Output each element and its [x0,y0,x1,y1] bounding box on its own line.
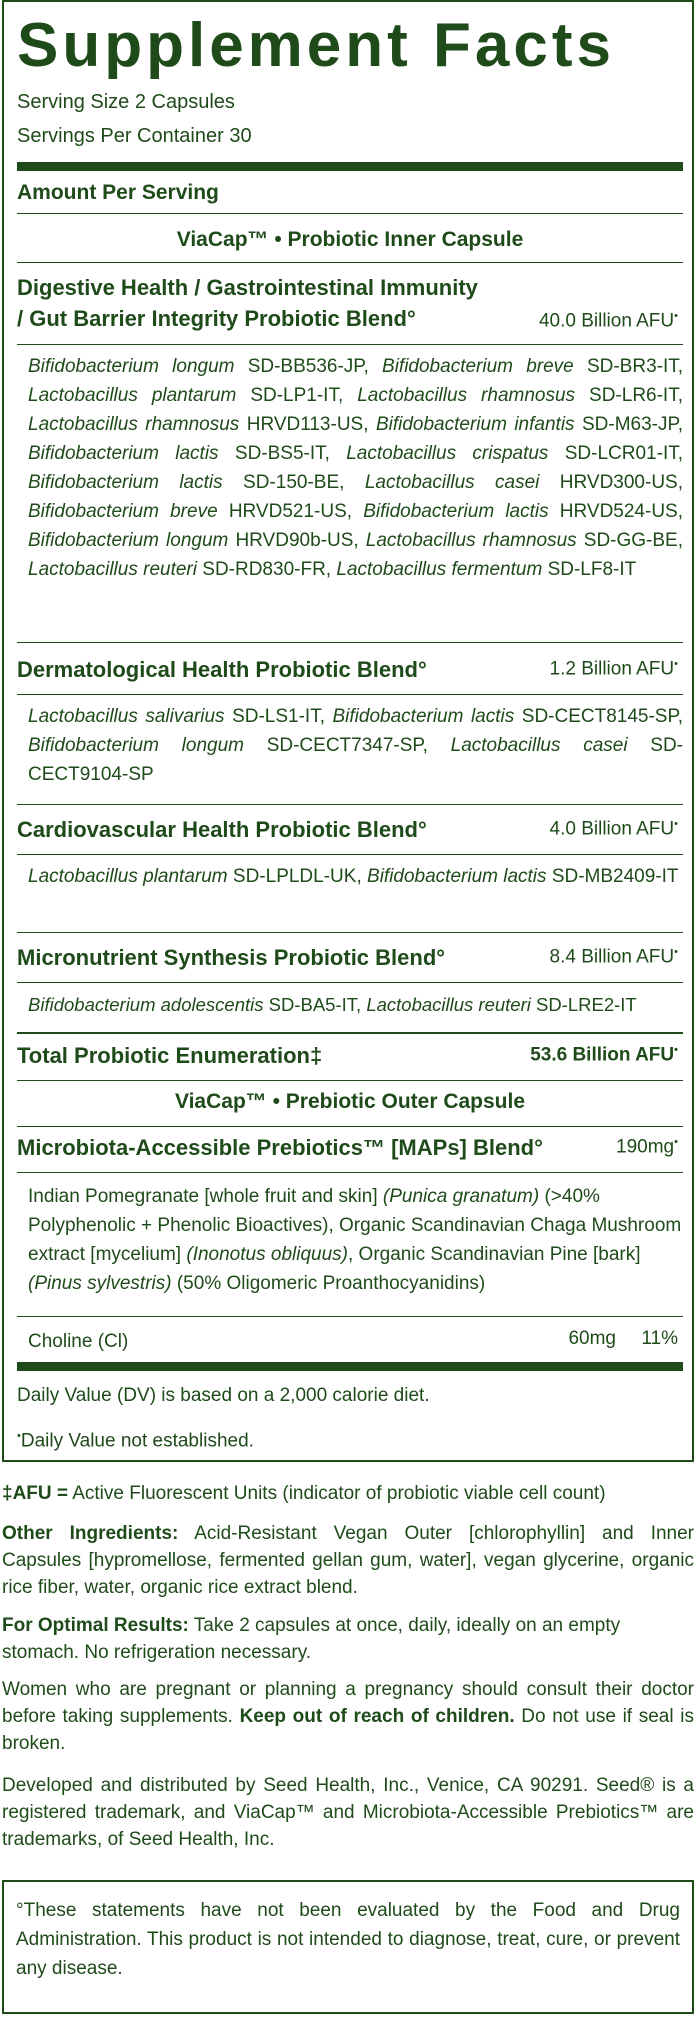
blend-amount: 40.0 Billion AFU• [538,310,678,332]
warning: Women who are pregnant or planning a pregnancy should consult their doctor before taking supplements. Keep out of reach of children. Do not use if seal is broken. [2,1679,694,1754]
strain: Lactobacillus rhamnosus SD-LR6-IT [357,385,678,406]
blend-name: Cardiovascular Health Probiotic Blend° [17,817,427,842]
servings-per-container: Servings Per Container 30 [17,125,252,147]
supplement-facts-panel [2,0,694,1462]
optimal-results: For Optimal Results: Take 2 capsules at once, daily, ideally on an empty stomach. No refrigeration necessary. [2,1615,621,1663]
strain: Lactobacillus salivarius SD-LS1-IT [28,706,320,727]
rule [17,1316,683,1317]
other-ingredients: Other Ingredients: Acid-Resistant Vegan Outer [chlorophyllin] and Inner Capsules [hypromellose, fermented gellan gum, water], vegan glycerine, organic rice fiber, water, organic rice extract blend. [2,1523,694,1598]
rule [17,982,683,983]
prebiotic-amount: 190mg• [616,1136,678,1158]
afu-definition: ‡AFU = Active Fluorescent Units (indicator of probiotic viable cell count) [2,1483,606,1504]
strain: Lactobacillus casei SD-CECT9104-SP [28,735,684,785]
choline-amount: 60mg [568,1328,616,1349]
rule [17,1172,683,1173]
amount-per-serving: Amount Per Serving [17,181,219,204]
rule [17,1032,683,1034]
strain: Bifidobacterium breve HRVD521-US [28,501,347,522]
strain: Bifidobacterium lactis SD-CECT8145-SP [332,706,678,727]
thick-rule [17,162,683,171]
strain: Bifidobacterium lactis SD-BS5-IT [28,443,325,464]
blend-name: Micronutrient Synthesis Probiotic Blend° [17,945,446,970]
strain: Lactobacillus crispatus SD-LCR01-IT [346,443,678,464]
rule [17,213,683,214]
strain: Bifidobacterium adolescentis SD-BA5-IT [28,994,357,1015]
strain-list: Lactobacillus plantarum SD-LPLDL-UK, Bifidobacterium lactis SD-MB2409-IT [28,866,679,887]
strain: Lactobacillus plantarum SD-LPLDL-UK [28,866,357,887]
strain: Bifidobacterium infantis SD-M63-JP [375,414,678,435]
rule [17,1080,683,1081]
strain-list: Bifidobacterium longum SD-BB536-JP, Bifidobacterium breve SD-BR3-IT, Lactobacillus plantarum SD-LP1-IT, Lactobacillus rhamnosus SD-LR6-IT, Lactobacillus rhamnosus HRVD113-US, Bifidobacterium infantis SD-M63-JP, Bifidobacterium lactis SD-BS5-IT, Lactobacillus crispatus SD-LCR01-IT, Bifidobacterium lactis SD-150-BE, Lactobacillus casei HRVD300-US, Bifidobacterium breve HRVD521-US, Bifidobacterium lactis HRVD524-US, Bifidobacterium longum HRVD90b-US, Lactobacillus rhamnosus SD-GG-BE, Lactobacillus reuteri SD-RD830-FR, Lactobacillus fermentum SD-LF8-IT [28,356,684,580]
prebiotic-description: Indian Pomegranate [whole fruit and skin] (Punica granatum) (>40% Polyphenolic + Phenolic Bioactives), Organic Scandinavian Chaga Mushroom extract [mycelium] (Inonotus obliquus), Organic Scandinavian Pine [bark] (Pinus sylvestris) (50% Oligomeric Proanthocyanidins) [28,1186,682,1294]
serving-size: Serving Size 2 Capsules [17,91,235,113]
strain: Bifidobacterium longum SD-BB536-JP [28,356,364,377]
blend-name: Dermatological Health Probiotic Blend° [17,657,427,682]
outer-capsule-header: ViaCap™ • Prebiotic Outer Capsule [174,1090,526,1113]
blend-amount: 4.0 Billion AFU• [549,818,678,840]
rule [17,932,683,933]
strain: Lactobacillus fermentum SD-LF8-IT [336,559,637,580]
panel-title: Supplement Facts [17,11,615,80]
rule [17,262,683,263]
distributed-by: Developed and distributed by Seed Health, Inc., Venice, CA 90291. Seed® is a registered trademark, and ViaCap™ and Microbiota-Accessible Prebiotics™ are trademarks, of Seed Health, Inc. [2,1775,694,1850]
strain: Bifidobacterium longum HRVD90b-US [28,530,354,551]
rule [17,854,683,855]
strain: Lactobacillus rhamnosus SD-GG-BE [365,530,678,551]
rule [17,804,683,805]
strain-list: Lactobacillus salivarius SD-LS1-IT, Bifidobacterium lactis SD-CECT8145-SP, Bifidobacterium longum SD-CECT7347-SP, Lactobacillus casei SD-CECT9104-SP [28,706,684,785]
strain: Lactobacillus reuteri SD-LRE2-IT [366,994,637,1015]
blend-amount: 8.4 Billion AFU• [549,946,678,968]
strain: Lactobacillus reuteri SD-RD830-FR [28,559,326,580]
choline-dv: 11% [641,1328,678,1349]
rule [17,1126,683,1127]
dv-not-established: •Daily Value not established. [17,1430,254,1452]
rule [17,344,683,345]
blend-name: Digestive Health / Gastrointestinal Immunity [17,275,478,300]
total-label: Total Probiotic Enumeration‡ [17,1043,323,1068]
rule [17,642,683,643]
strain-list: Bifidobacterium adolescentis SD-BA5-IT, Lactobacillus reuteri SD-LRE2-IT [28,994,637,1015]
dv-note: Daily Value (DV) is based on a 2,000 calorie diet. [17,1385,430,1406]
strain: Bifidobacterium longum SD-CECT7347-SP [28,735,423,756]
strain: Bifidobacterium lactis HRVD524-US [363,501,678,522]
strain: Lactobacillus rhamnosus HRVD113-US [28,414,364,435]
total-amount: 53.6 Billion AFU• [530,1044,678,1066]
choline-name: Choline (Cl) [28,1331,129,1352]
thick-rule [17,1362,683,1371]
inner-capsule-header: ViaCap™ • Probiotic Inner Capsule [176,228,524,251]
strain: Bifidobacterium lactis SD-MB2409-IT [367,866,679,887]
rule [17,694,683,695]
strain: Lactobacillus casei HRVD300-US [364,472,678,493]
strain: Bifidobacterium lactis SD-150-BE [28,472,340,493]
strain: Bifidobacterium breve SD-BR3-IT [382,356,678,377]
prebiotic-name: Microbiota-Accessible Prebiotics™ [MAPs] Blend° [17,1135,543,1160]
strain: Lactobacillus plantarum SD-LP1-IT [28,385,338,406]
fda-disclaimer: °These statements have not been evaluated by the Food and Drug Administration. This product is not intended to diagnose, treat, cure, or prevent any disease. [2,1880,694,2014]
blend-amount: 1.2 Billion AFU• [549,658,678,680]
blend-name: / Gut Barrier Integrity Probiotic Blend° [17,306,416,331]
